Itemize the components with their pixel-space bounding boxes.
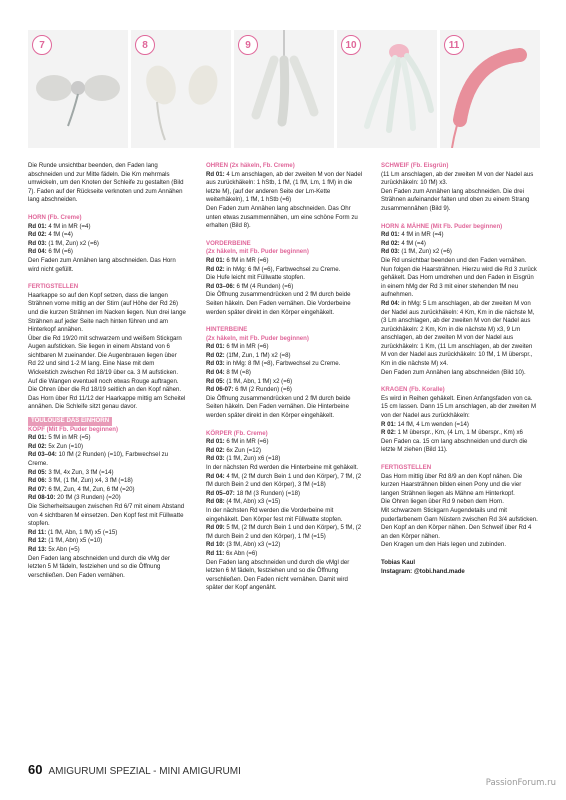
photo-strip	[28, 30, 540, 150]
photo-step-9	[234, 30, 334, 148]
instruction-row: Rd 05–07: 18 fM (3 Runden) (=18)	[206, 489, 300, 497]
section-heading: FERTIGSTELLEN	[28, 283, 79, 291]
instruction-row: Rd 01: 6 fM in MR (=6)	[206, 256, 269, 264]
instruction-row: Rd 13: 5x Abn (=5)	[28, 545, 80, 553]
section-heading: FERTIGSTELLEN	[381, 464, 432, 471]
body-text: Das Horn über Rd 11/12 der Haarkappe mittig am Scheitel annähen. Die Schleife sitzt genau davor.	[28, 394, 186, 411]
body-text: Den Kopf an den Körper nähen. Den Schweif über Rd 4 an den Körper nähen.	[381, 524, 532, 540]
body-text: Die Öffnung zusammendrücken und 2 fM durch beide Seiten häkeln. Den Faden vernähen. Die Vorderbeine werden später direkt in den Körper eingehäkelt.	[206, 291, 351, 316]
column-left	[28, 162, 186, 580]
photo-step-11	[440, 30, 540, 148]
body-text: Den Faden zum Annähen lang abschneiden (Bild 10).	[381, 368, 526, 376]
body-text: Mit schwarzem Stickgarn Augendetails und mit puderfarbenem Garn Nüstern zwischen Rd 3/4 aufsticken.	[381, 506, 538, 523]
instruction-row: Rd 04: 4 fM, (2 fM durch Bein 1 und den Körper), 7 fM, (2 fM durch Bein 2 und den Körper), 3 fM (=18)	[206, 472, 362, 489]
instruction-row: Rd 02: (1fM, Zun, 1 fM) x2 (=8)	[206, 351, 291, 359]
photo-number: 7	[32, 35, 52, 55]
body-text: In der nächsten Rd werden die Hinterbeine mit gehäkelt.	[206, 464, 359, 471]
photo-number: 10	[341, 35, 361, 55]
instruction-row: Rd 07: 6 fM, Zun, 4 fM, Zun, 6 fM (=20)	[28, 485, 135, 493]
photo-number: 9	[238, 35, 258, 55]
body-text: (11 Lm anschlagen, ab der zweiten M von der Nadel aus zurückhäkeln: 10 fM) x3.	[381, 170, 534, 187]
instruction-row: Rd 03: (1 fM, Zun) x2 (=6)	[28, 239, 99, 247]
body-text: Die Sicherheitsaugen zwischen Rd 6/7 mit einem Abstand von 4 sichtbaren M einsetzen. Den Kopf fest mit Füllwatte stopfen.	[28, 502, 185, 528]
section-heading: KRAGEN (Fb. Koralle)	[381, 386, 445, 394]
body-text: Haarkappe so auf den Kopf setzen, dass die langen Strähnen vorne mittig an der Stirn (auf Höhe der Rd 26) und die kurzen Strähnen im Nacken liegen. Nun drei lange Strähnen auf jeder Seite nach hinten führen und am Hinterkopf annähen.	[28, 291, 186, 334]
body-text: Die Ohren liegen über Rd 9 neben dem Horn.	[381, 498, 504, 506]
instruction-row: Rd 01: 4 fM in MR (=4)	[28, 222, 91, 230]
photo-step-8	[131, 30, 231, 148]
body-text: Den Faden zum Annähen lang abschneiden. Das Horn wird nicht gefüllt.	[28, 256, 176, 273]
instruction-row: Rd 08-10: 20 fM (3 Runden) (=20)	[28, 494, 121, 502]
magazine-title: AMIGURUMI SPEZIAL - MINI AMIGURUMI	[48, 766, 241, 777]
page-number: 60	[28, 762, 43, 777]
page-footer	[28, 762, 241, 777]
instruction-row: Rd 02: 6x Zun (=12)	[206, 446, 262, 454]
instruction-row: Rd 06: 3 fM, (1 fM, Zun) x4, 3 fM (=18)	[28, 477, 133, 485]
section-subheading: (2x häkeln, mit Fb. Puder beginnen)	[206, 334, 309, 342]
instruction-row: Rd 01: 4 Lm anschlagen, ab der zweiten M von der Nadel aus zurückhäkeln: 1 hStb, 1 fM, (1 fM, Lm, 1 fM) in die letzte M), (auf der anderen Seite der Lm-Kette weiterhäkeln), 1 fM, 1 hStb (=6)	[206, 170, 363, 204]
instruction-row: R 02: 1 M überspr., Km, (4 Lm, 1 M überspr., Km) x6	[381, 429, 523, 437]
instruction-row: Rd 02: 4 fM (=4)	[381, 239, 426, 247]
body-text: Den Faden zum Annähen lang abschneiden. Die drei Strähnen aufeinander falten und oben zu einem Strang zusammennähen (Bild 9).	[381, 187, 530, 212]
instagram-handle: Instagram: @tobi.hand.made	[381, 567, 465, 575]
body-text: Das Horn mittig über Rd 8/9 an den Kopf nähen. Die kurzen Haarsträhnen bilden einen Pony und die vier langen Strähnen liegen als Mähne am Hinterkopf.	[381, 472, 523, 497]
body-text: Den Faden lang abschneiden und durch die vMgl der letzten 6 M fädeln, festziehen und so die Öffnung verschließen. Den Faden nicht vernähen. Damit wird später der Kopf angenäht.	[206, 558, 350, 592]
body-text: Den Kragen um den Hals legen und zubinden.	[381, 541, 507, 549]
instruction-row: Rd 10: (3 fM, Abn) x3 (=12)	[206, 541, 281, 549]
instruction-row: Rd 05: (1 fM, Abn, 1 fM) x2 (=6)	[206, 377, 293, 385]
body-text: Nun folgen die Haarsträhnen. Hierzu wird die Rd 3 zurück gehäkelt. Das Horn umdrehen und den Faden in Eisgrün in einem hMg der Rd 3 mit einer stehenden fM neu aufnehmen.	[381, 265, 537, 299]
section-heading: VORDERBEINE	[206, 239, 251, 247]
instruction-row: Rd 01: 6 fM in MR (=6)	[206, 343, 269, 351]
instruction-row: Rd 11: 6x Abn (=6)	[206, 549, 258, 557]
body-text: Die Hufe leicht mit Füllwatte stopfen.	[206, 274, 305, 282]
column-middle	[206, 162, 364, 593]
body-text: Es wird in Reihen gehäkelt. Einen Anfangsfaden von ca. 15 cm lassen. Dann 15 Lm anschlagen, ab der zweiten M von der Nadel aus zurückhäkeln:	[381, 394, 537, 420]
instruction-row: Rd 01: 5 fM in MR (=5)	[28, 434, 91, 442]
section-heading: KÖRPER (Fb. Creme)	[206, 429, 268, 437]
instruction-row: Rd 09: 5 fM, (2 fM durch Bein 1 und den Körper), 5 fM, (2 fM durch Bein 2 und den Körper), 1 fM (=15)	[206, 524, 362, 540]
photo-step-7	[28, 30, 128, 148]
pattern-title-banner: TOULOUSE DAS EINHORN	[28, 417, 112, 426]
author-name: Tobias Kaul	[381, 558, 416, 566]
body-text: Den Faden ca. 15 cm lang abschneiden und durch die letzte M ziehen (Bild 11).	[381, 437, 528, 454]
photo-number: 8	[135, 35, 155, 55]
section-subheading: (2x häkeln, mit Fb. Puder beginnen)	[206, 248, 309, 256]
instruction-row: Rd 05: 3 fM, 4x Zun, 3 fM (=14)	[28, 468, 114, 476]
section-heading: OHREN (2x häkeln, Fb. Creme)	[206, 162, 295, 169]
instruction-row: Rd 06-07: 6 fM (2 Runden) (=6)	[206, 386, 292, 394]
instruction-row: Rd 03–06: 6 fM (4 Runden) (=6)	[206, 282, 294, 290]
body-text: Die Ohren über die Rd 18/19 seitlich an den Kopf nähen.	[28, 386, 182, 394]
instruction-row: Rd 12: (1 fM, Abn) x5 (=10)	[28, 537, 103, 545]
section-heading: HORN & MÄHNE (Mit Fb. Puder beginnen)	[381, 222, 503, 230]
photo-step-10	[337, 30, 437, 148]
instruction-row: Rd 03–04: 10 fM (2 Runden) (=10), Farbwechsel zu Creme.	[28, 451, 169, 467]
instruction-row: Rd 02: in hMg: 6 fM (=6), Farbwechsel zu Creme.	[206, 265, 341, 273]
photo-number: 11	[444, 35, 464, 55]
instruction-row: Rd 11: (1 fM, Abn, 1 fM) x5 (=15)	[28, 528, 118, 536]
section-heading: SCHWEIF (Fb. Eisgrün)	[381, 162, 449, 169]
instruction-row: R 01: 14 fM, 4 Lm wenden (=14)	[381, 420, 469, 428]
instruction-row: Rd 04: 8 fM (=8)	[206, 369, 251, 377]
instruction-row: Rd 08: (4 fM, Abn) x3 (=15)	[206, 498, 281, 506]
instruction-row: Rd 03: in hMg: 8 fM (=8), Farbwechsel zu Creme.	[206, 360, 341, 368]
instruction-row: Rd 03: (1 fM, Zun) x2 (=6)	[381, 248, 452, 256]
instruction-row: Rd 03: (1 fM, Zun) x6 (=18)	[206, 455, 281, 463]
body-text: Über die Rd 19/20 mit schwarzem und weißem Stickgarn Augen aufsticken. Sie liegen in einem Abstand von 6 sichtbaren M zueinander. Die Augenbrauen liegen über Rd 22 und sind 1-2 M lang. Eine Nase mit dem Wickelstich zwischen Rd 18/19 über ca. 3 M aufsticken. Auf die Wangen eventuell noch etwas Rouge auftragen.	[28, 334, 182, 385]
instruction-row: Rd 01: 4 fM in MR (=4)	[381, 231, 444, 239]
intro-text: Die Runde unsichtbar beenden, den Faden lang abschneiden und zur Mitte fädeln. Die Km mehrmals umwickeln, um den Knoten der Schleife zu gestalten (Bild 7). Faden auf der Rückseite verknoten und zum Annähen lang abschneiden.	[28, 162, 184, 204]
body-text: Den Faden lang abschneiden und durch die vMg der letzten 5 M fädeln, festziehen und so die Öffnung verschließen. Den Faden vernähen.	[28, 554, 170, 579]
column-right	[381, 162, 539, 576]
section-heading: HINTERBEINE	[206, 326, 248, 334]
instruction-row: Rd 04: in hMg: 5 Lm anschlagen, ab der zweiten M von der Nadel aus zurückhäkeln: 4 Km, Km in die nächste M, (3 Lm anschlagen, ab der zweiten M von der Nadel aus zurückhäkeln: 2 Km, Km in die nächste M) x3, 9 Lm anschlagen, ab der zweiten M von der Nadel aus zurückhäkeln: 1 Km, (11 Lm anschlagen, ab der zweiten M von der Nadel aus zurückhäkeln: 10 fM, 1 M überspr., Km in die nächste M) x4.	[381, 299, 535, 368]
body-text: Den Faden zum Annähen lang abschneiden. Das Ohr unten etwas zusammennähen, um eine schöne Form zu erhalten (Bild 8).	[206, 204, 358, 230]
instruction-row: Rd 02: 5x Zun (=10)	[28, 442, 84, 450]
instruction-row: Rd 01: 6 fM in MR (=6)	[206, 438, 269, 446]
section-heading: KOPF (Mit Fb. Puder beginnen)	[28, 425, 119, 433]
instruction-row: Rd 04: 6 fM (=6)	[28, 248, 73, 256]
body-text: In der nächsten Rd werden die Vorderbeine mit eingehäkelt. Den Körper fest mit Füllwatte stopfen.	[206, 506, 343, 523]
watermark: PassionForum.ru	[485, 778, 556, 788]
section-heading: HORN (Fb. Creme)	[28, 213, 82, 221]
body-text: Die Öffnung zusammendrücken und 2 fM durch beide Seiten häkeln. Den Faden vernähen. Die Hinterbeine werden später direkt in den Körper eingehäkelt.	[206, 394, 351, 420]
instruction-row: Rd 02: 4 fM (=4)	[28, 231, 73, 239]
body-text: Die Rd unsichtbar beenden und den Faden vernähen.	[381, 256, 527, 264]
